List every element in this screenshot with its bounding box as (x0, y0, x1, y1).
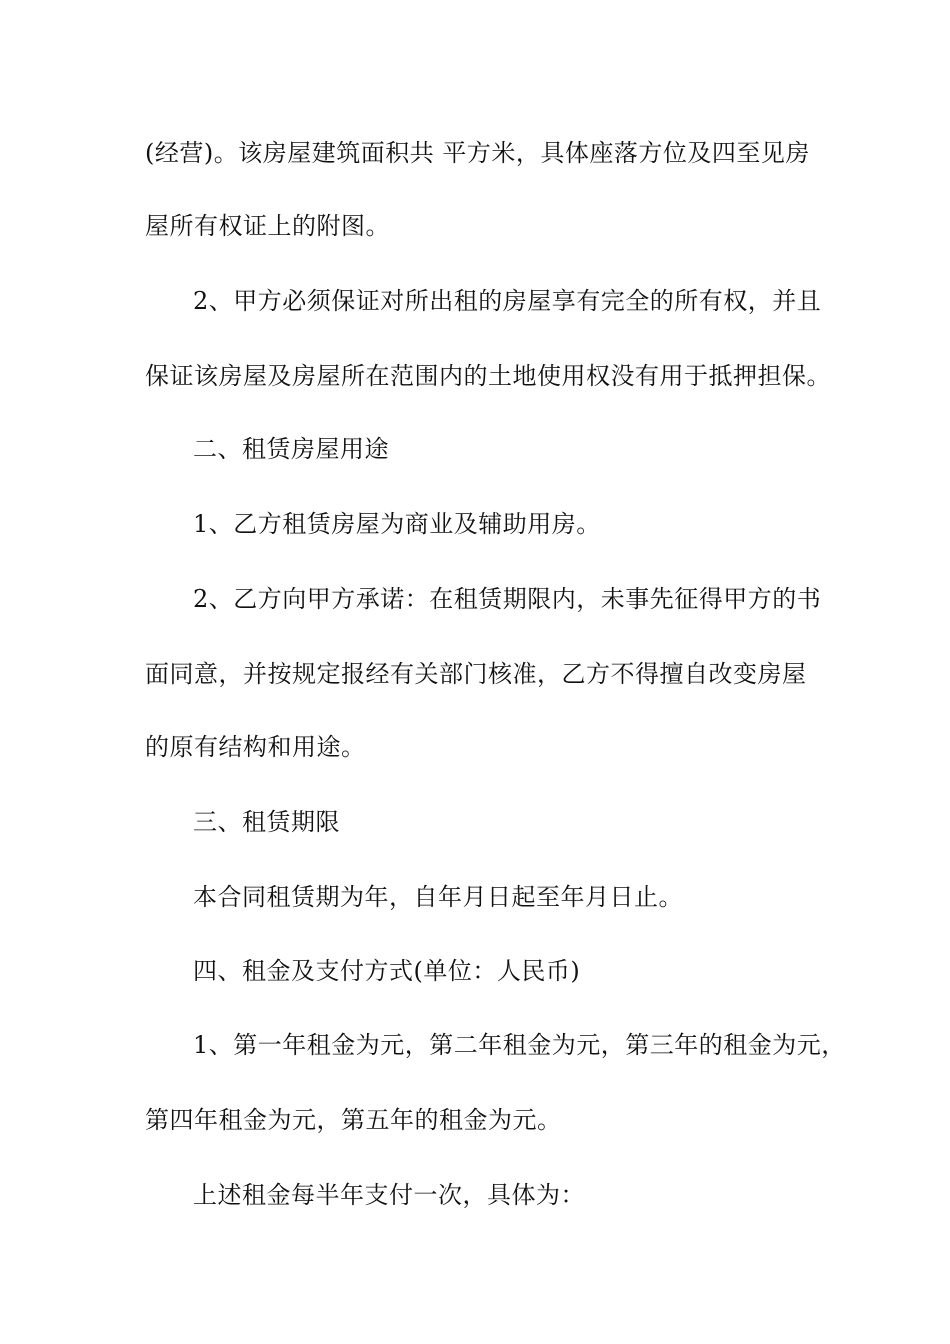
section-heading: 二、租赁房屋用途 (193, 435, 389, 463)
section-heading: 四、租金及支付方式(单位：人民币) (193, 957, 581, 985)
text-line: 本合同租赁期为年，自年月日起至年月日止。 (193, 883, 683, 911)
text-line: 保证该房屋及房屋所在范围内的土地使用权没有用于抵押担保。 (145, 362, 831, 390)
text-line: 1、乙方租赁房屋为商业及辅助用房。 (193, 510, 601, 538)
text-line: 的原有结构和用途。 (145, 733, 366, 761)
text-line: 2、甲方必须保证对所出租的房屋享有完全的所有权，并且 (193, 287, 822, 315)
text-line: 屋所有权证上的附图。 (145, 212, 390, 240)
text-line: 1、第一年租金为元，第二年租金为元，第三年的租金为元， (193, 1031, 846, 1059)
text-line: (经营)。该房屋建筑面积共 平方米，具体座落方位及四至见房 (145, 139, 810, 167)
text-line: 面同意，并按规定报经有关部门核准，乙方不得擅自改变房屋 (145, 660, 807, 688)
section-heading: 三、租赁期限 (193, 808, 340, 836)
text-line: 第四年租金为元，第五年的租金为元。 (145, 1106, 562, 1134)
text-line: 上述租金每半年支付一次，具体为： (193, 1181, 585, 1209)
text-line: 2、乙方向甲方承诺：在租赁期限内，未事先征得甲方的书 (193, 585, 822, 613)
